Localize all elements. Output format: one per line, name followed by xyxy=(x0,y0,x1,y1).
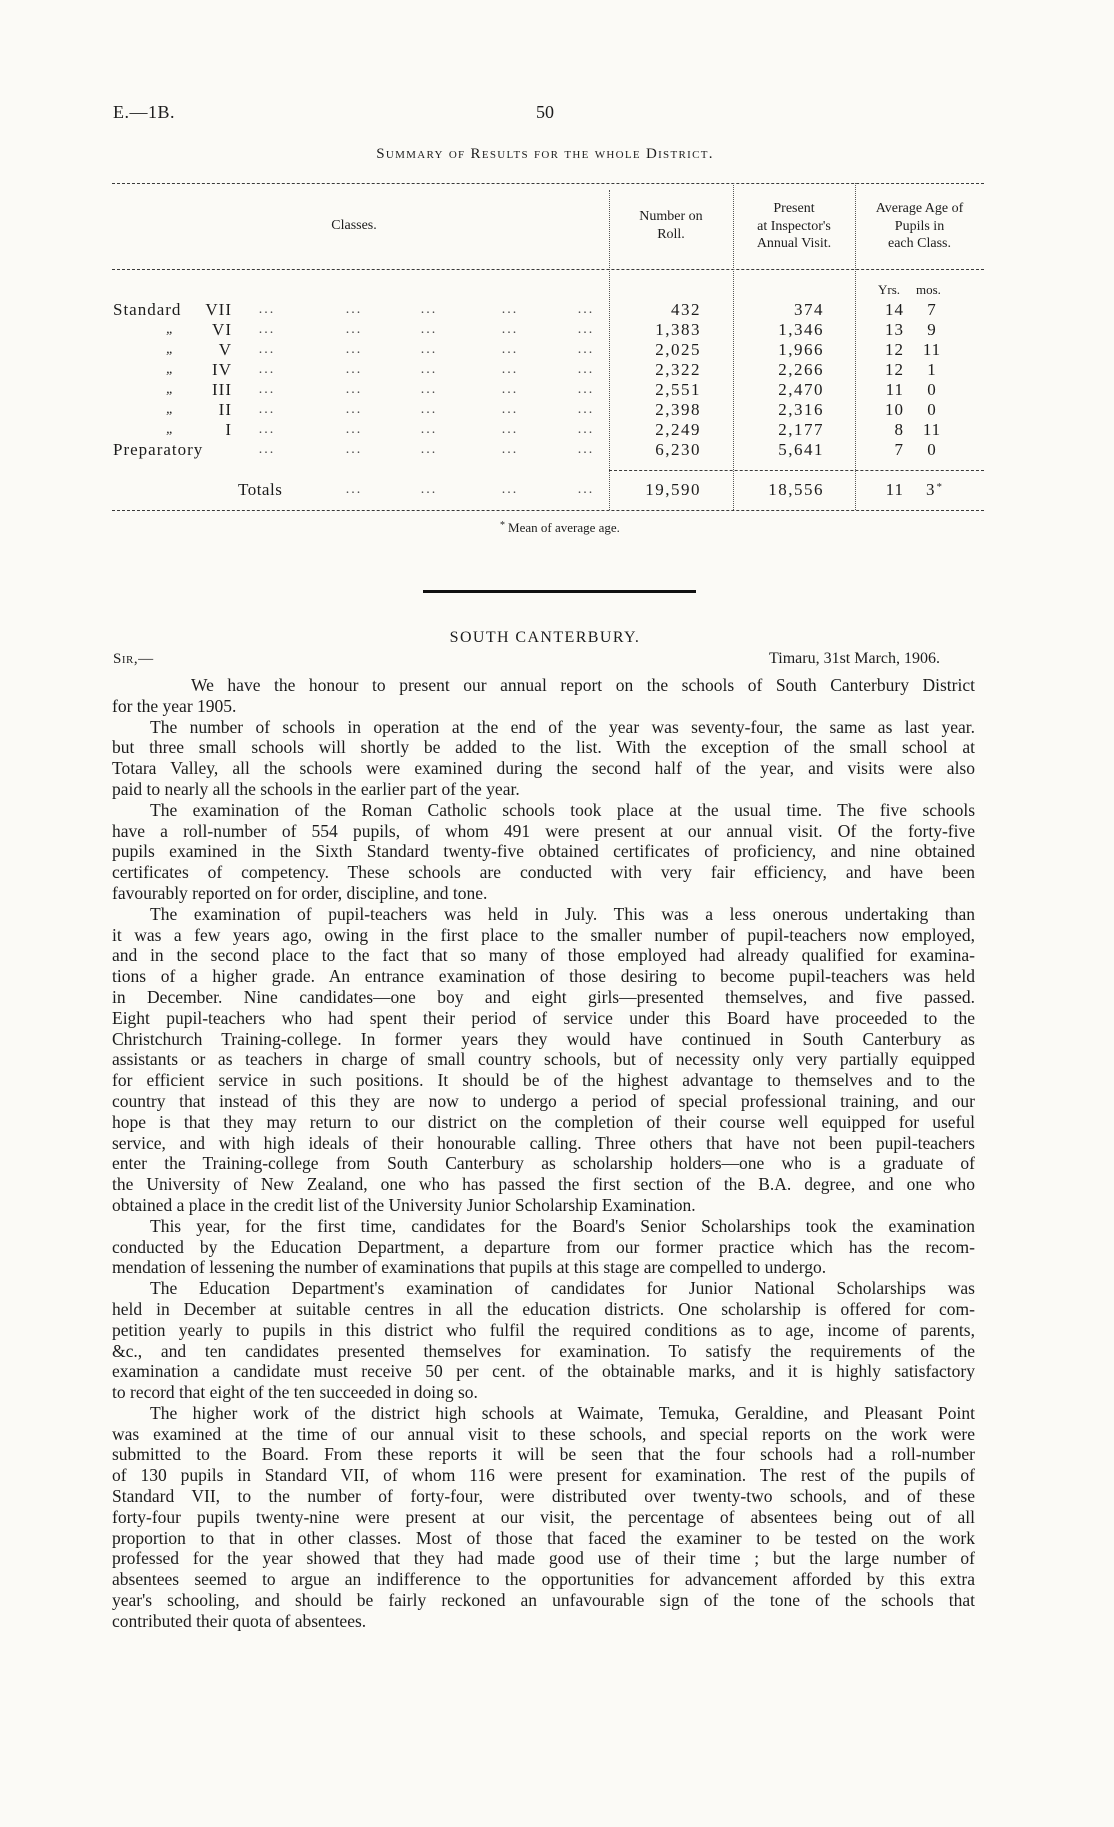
text-line: certificates of competency. These schools are conducted with very fair efficiency, and have been xyxy=(112,862,975,883)
letter-body xyxy=(112,675,975,1632)
text-line: country that instead of this they are now to undergo a period of special professional training, and our xyxy=(112,1090,975,1111)
leader-dots: ... xyxy=(345,402,363,417)
present-at-visit: 2,266 xyxy=(778,360,824,379)
age-unit-months: mos. xyxy=(916,282,941,297)
leader-dots: ... xyxy=(577,402,595,417)
text-line: The examination of the Roman Catholic schools took place at the usual time. The five schools xyxy=(150,799,975,820)
text-line: Totara Valley, all the schools were examined during the second half of the year, and visits were also xyxy=(112,758,975,779)
average-age-months: 11 xyxy=(922,420,942,439)
column-header-classes xyxy=(254,217,454,235)
leader-dots: ... xyxy=(501,322,519,337)
text-line: year's schooling, and should be fairly reckoned an unfavourable sign of the tone of the schools that xyxy=(112,1590,975,1611)
text-line: assistants or as teachers in charge of small country schools, but of necessity only very partially equipped xyxy=(112,1049,975,1070)
ditto-mark: „ xyxy=(166,362,174,377)
leader-dots: ... xyxy=(577,442,595,457)
table-footnote xyxy=(460,519,660,537)
leader-dots: ... xyxy=(577,322,595,337)
table-row xyxy=(0,380,1114,400)
leader-dots: ... xyxy=(420,362,438,377)
average-age-years: 8 xyxy=(894,420,904,439)
table-row xyxy=(0,420,1114,440)
class-label: Preparatory xyxy=(113,440,204,459)
leader-dots: ... xyxy=(420,402,438,417)
average-age-months: 0 xyxy=(927,380,937,399)
leader-dots: ... xyxy=(345,442,363,457)
text-line: Eight pupil-teachers who had spent their period of service under this Board have proceeded to the xyxy=(112,1007,975,1028)
column-header-text: Annual Visit. xyxy=(756,236,832,251)
footnote-marker: * xyxy=(500,520,506,531)
present-at-visit: 1,346 xyxy=(778,320,824,339)
text-line: Standard VII, to the number of forty-four, were distributed over twenty-two schools, and of these xyxy=(112,1486,975,1507)
text-line: The number of schools in operation at the end of the year was seventy-four, the same as last year. xyxy=(150,716,975,737)
paragraph xyxy=(112,717,975,800)
leader-dots: ... xyxy=(501,422,519,437)
footnote-text: Mean of average age. xyxy=(508,520,620,535)
text-line: submitted to the Board. From these reports it will be seen that the four schools had a roll-number xyxy=(112,1444,975,1465)
text-line: favourably reported on for order, discipline, and tone. xyxy=(112,882,488,903)
table-rule-totals xyxy=(609,470,984,471)
text-line: it was a few years ago, owing in the first place to the smaller number of pupil-teachers now employed, xyxy=(112,924,975,945)
totals-row xyxy=(0,480,1114,500)
dateline: Timaru, 31st March, 1906. xyxy=(769,650,940,667)
text-line: absentees seemed to argue an indifference to the opportunities for advancement afforded by this extra xyxy=(112,1569,975,1590)
leader-dots: ... xyxy=(345,482,363,497)
leader-dots: ... xyxy=(501,482,519,497)
table-rule-bottom xyxy=(112,510,984,511)
leader-dots: ... xyxy=(501,302,519,317)
class-label: Standard xyxy=(113,300,182,319)
text-line: in December. Nine candidates—one boy and eight girls—presented themselves, and five passed. xyxy=(112,986,975,1007)
paragraph xyxy=(112,1216,975,1278)
average-age-months: 1 xyxy=(927,360,937,379)
leader-dots: ... xyxy=(577,422,595,437)
text-line: proportion to that in other classes. Most of those that faced the examiner to be tested on the work xyxy=(112,1527,975,1548)
leader-dots: ... xyxy=(258,362,276,377)
ditto-mark: „ xyxy=(166,342,174,357)
text-line: contributed their quota of absentees. xyxy=(112,1610,367,1631)
class-numeral: I xyxy=(225,420,232,439)
leader-dots: ... xyxy=(577,382,595,397)
class-numeral: VI xyxy=(212,320,232,339)
column-header-roll xyxy=(609,208,733,243)
leader-dots: ... xyxy=(501,342,519,357)
total-age-months xyxy=(926,480,943,500)
text-line: &c., and ten candidates presented themselves for examination. To satisfy the requirements of the xyxy=(112,1340,975,1361)
table-row xyxy=(0,320,1114,340)
average-age-years: 12 xyxy=(885,360,904,379)
table-row xyxy=(0,300,1114,320)
column-header-text: Present xyxy=(773,201,815,216)
text-line: and in the second place to the fact that so many of those employed had already qualified for examina- xyxy=(112,945,975,966)
average-age-years: 14 xyxy=(885,300,904,319)
salutation: Sir,— xyxy=(113,651,154,667)
table-row xyxy=(0,400,1114,420)
class-numeral: II xyxy=(218,400,232,419)
text-line: paid to nearly all the schools in the earlier part of the year. xyxy=(112,778,520,799)
ditto-mark: „ xyxy=(166,382,174,397)
text-line: petition yearly to pupils in this district who fulfil the required conditions as to age, income of parents, xyxy=(112,1319,975,1340)
average-age-months: 7 xyxy=(927,300,937,319)
column-header-text: each Class. xyxy=(888,236,951,251)
text-line: mendation of lessening the number of examinations that pupils at this stage are compelled to undergo. xyxy=(112,1257,827,1278)
leader-dots: ... xyxy=(420,342,438,357)
leader-dots: ... xyxy=(345,322,363,337)
number-on-roll: 2,398 xyxy=(655,400,701,419)
class-numeral: VII xyxy=(205,300,232,319)
paragraph xyxy=(112,800,975,904)
text-line: hope is that they may return to our district on the completion of their course well equipped for useful xyxy=(112,1111,975,1132)
section-separator-rule xyxy=(423,590,696,593)
table-row xyxy=(0,440,1114,460)
text-line: forty-four pupils twenty-nine were present at our visit, the percentage of absentees being out of all xyxy=(112,1506,975,1527)
leader-dots: ... xyxy=(258,442,276,457)
present-at-visit: 2,316 xyxy=(778,400,824,419)
column-header-text: at Inspector's xyxy=(757,218,831,234)
total-age-years: 11 xyxy=(885,480,904,499)
present-at-visit: 374 xyxy=(794,300,824,319)
number-on-roll: 2,249 xyxy=(655,420,701,439)
text-line: for the year 1905. xyxy=(112,695,237,716)
present-at-visit: 2,470 xyxy=(778,380,824,399)
text-line: obtained a place in the credit list of the University Junior Scholarship Examination. xyxy=(112,1194,696,1215)
text-line: The Education Department's examination of candidates for Junior National Scholarships was xyxy=(150,1278,975,1299)
number-on-roll: 1,383 xyxy=(655,320,701,339)
average-age-years: 10 xyxy=(885,400,904,419)
leader-dots: ... xyxy=(501,442,519,457)
text-line: held in December at suitable centres in all the education districts. One scholarship is offered for com- xyxy=(112,1298,975,1319)
text-line: of 130 pupils in Standard VII, of whom 116 were present for examination. The rest of the pupils of xyxy=(112,1465,975,1486)
leader-dots: ... xyxy=(258,382,276,397)
leader-dots: ... xyxy=(258,342,276,357)
paragraph xyxy=(112,1403,975,1632)
leader-dots: ... xyxy=(501,382,519,397)
text-line: the University of New Zealand, one who has passed the first section of the B.A. degree, and one who xyxy=(112,1174,975,1195)
column-header-age xyxy=(855,200,984,253)
text-line: was examined at the time of our annual visit to these schools, and special reports on the work were xyxy=(112,1423,975,1444)
text-line: tions of a higher grade. An entrance examination of those desiring to become pupil-teachers was held xyxy=(112,966,975,987)
text-line: enter the Training-college from South Canterbury as scholarship holders—one who is a graduate of xyxy=(112,1153,975,1174)
leader-dots: ... xyxy=(577,482,595,497)
paragraph xyxy=(112,1278,975,1403)
leader-dots: ... xyxy=(577,342,595,357)
average-age-months: 9 xyxy=(927,320,937,339)
total-present: 18,556 xyxy=(768,480,824,499)
average-age-months: 0 xyxy=(927,400,937,419)
text-line: The examination of pupil-teachers was held in July. This was a less onerous undertaking than xyxy=(150,903,975,924)
column-header-text: Roll. xyxy=(657,226,685,242)
ditto-mark: „ xyxy=(166,402,174,417)
text-line: conducted by the Education Department, a departure from our former practice which has the recom- xyxy=(112,1236,975,1257)
paragraph xyxy=(112,904,975,1216)
class-numeral: V xyxy=(218,340,232,359)
average-age-months: 0 xyxy=(927,440,937,459)
leader-dots: ... xyxy=(420,382,438,397)
ditto-mark: „ xyxy=(166,422,174,437)
ditto-mark: „ xyxy=(166,322,174,337)
leader-dots: ... xyxy=(258,422,276,437)
leader-dots: ... xyxy=(345,382,363,397)
leader-dots: ... xyxy=(420,422,438,437)
column-header-text: Number on xyxy=(639,209,703,224)
average-age-years: 11 xyxy=(885,380,904,399)
text-line: examination a candidate must receive 50 per cent. of the obtainable marks, and it is highly satisfactory xyxy=(112,1361,975,1382)
leader-dots: ... xyxy=(258,402,276,417)
text-line: pupils examined in the Sixth Standard twenty-five obtained certificates of proficiency, and nine obtained xyxy=(112,841,975,862)
table-row xyxy=(0,360,1114,380)
number-on-roll: 6,230 xyxy=(655,440,701,459)
number-on-roll: 2,551 xyxy=(655,380,701,399)
page-number: 50 xyxy=(536,102,554,122)
leader-dots: ... xyxy=(345,422,363,437)
text-line: professed for the year showed that they had made good use of their time ; but the large number of xyxy=(112,1548,975,1569)
present-at-visit: 1,966 xyxy=(778,340,824,359)
class-numeral: IV xyxy=(212,360,232,379)
present-at-visit: 5,641 xyxy=(778,440,824,459)
leader-dots: ... xyxy=(420,302,438,317)
table-row xyxy=(0,340,1114,360)
total-number-on-roll: 19,590 xyxy=(645,480,701,499)
leader-dots: ... xyxy=(345,302,363,317)
table-rule-header xyxy=(112,269,984,270)
average-age-years: 13 xyxy=(885,320,904,339)
leader-dots: ... xyxy=(258,322,276,337)
present-at-visit: 2,177 xyxy=(778,420,824,439)
leader-dots: ... xyxy=(258,302,276,317)
number-on-roll: 2,322 xyxy=(655,360,701,379)
column-header-text: Pupils in xyxy=(894,218,945,234)
leader-dots: ... xyxy=(420,442,438,457)
leader-dots: ... xyxy=(501,402,519,417)
text-line: service, and with high ideals of their honourable calling. Three others that have not been pupil-teachers xyxy=(112,1132,975,1153)
text-line: have a roll-number of 554 pupils, of whom 491 were present at our annual visit. Of the forty-five xyxy=(112,820,975,841)
number-on-roll: 432 xyxy=(671,300,701,319)
text-line: for efficient service in such positions. It should be of the highest advantage to themselves and to the xyxy=(112,1070,975,1091)
leader-dots: ... xyxy=(345,342,363,357)
summary-title: Summary of Results for the whole District. xyxy=(376,146,714,162)
text-line: This year, for the first time, candidates for the Board's Senior Scholarships took the examination xyxy=(150,1215,975,1236)
table-rule-top xyxy=(112,183,984,184)
text-line: to record that eight of the ten succeeded in doing so. xyxy=(112,1382,478,1403)
paragraph xyxy=(112,675,975,717)
column-header-text: Average Age of xyxy=(875,201,964,216)
leader-dots: ... xyxy=(577,302,595,317)
text-line: but three small schools will shortly be added to the list. With the exception of the small school at xyxy=(112,737,975,758)
average-age-years: 7 xyxy=(894,440,904,459)
column-header-present xyxy=(733,200,855,253)
leader-dots: ... xyxy=(501,362,519,377)
total-age-months-value: 3 xyxy=(926,480,936,499)
leader-dots: ... xyxy=(420,322,438,337)
leader-dots: ... xyxy=(577,362,595,377)
text-line: We have the honour to present our annual report on the schools of South Canterbury District xyxy=(191,675,975,695)
text-line: The higher work of the district high schools at Waimate, Temuka, Geraldine, and Pleasant Point xyxy=(150,1402,975,1423)
number-on-roll: 2,025 xyxy=(655,340,701,359)
average-age-months: 11 xyxy=(922,340,942,359)
column-header-text: Classes. xyxy=(331,218,377,233)
document-reference: E.—1B. xyxy=(113,102,176,122)
text-line: Christchurch Training-college. In former years they would have continued in South Canterbury as xyxy=(112,1028,975,1049)
leader-dots: ... xyxy=(420,482,438,497)
age-unit-years: Yrs. xyxy=(878,282,901,297)
class-numeral: III xyxy=(212,380,232,399)
leader-dots: ... xyxy=(345,362,363,377)
average-age-years: 12 xyxy=(885,340,904,359)
footnote-marker: * xyxy=(936,481,943,493)
section-title: SOUTH CANTERBURY. xyxy=(449,629,641,646)
totals-label: Totals xyxy=(238,480,283,499)
